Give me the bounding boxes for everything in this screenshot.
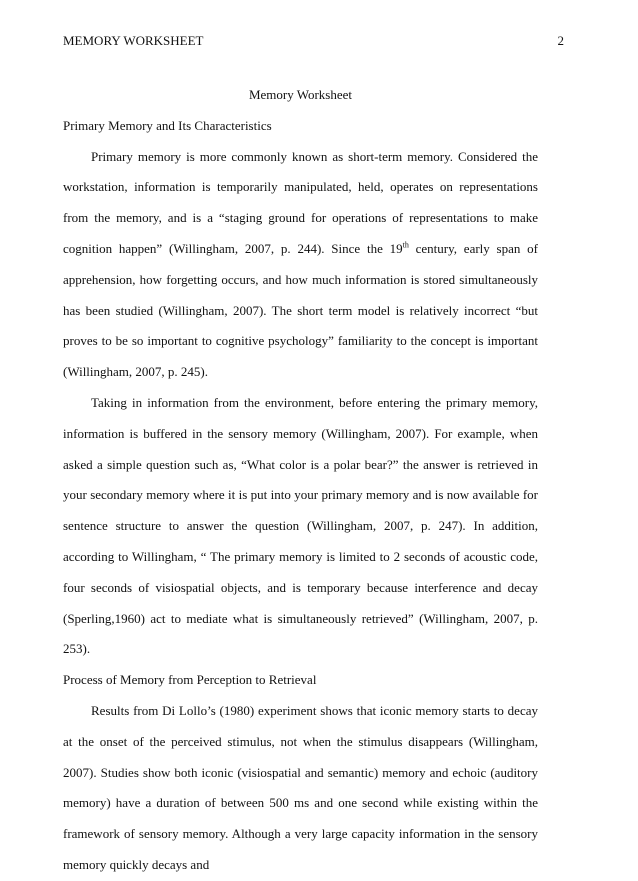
paragraph-3: Results from Di Lollo’s (1980) experiment shows that iconic memory starts to decay at the onset of the perceived stimulus, not when the stimulus disappears (Willingham, 2007). Studies show both iconic (visiospatial and semantic) memory and echoic (auditory memory) have a duration of between 500 ms and one second while existing within the framework of sensory memory. Although a very large capacity information in the sensory memory quickly decays and [63, 702, 538, 872]
document-body [63, 80, 538, 881]
page-number: 2 [557, 33, 564, 48]
paragraph-1 [63, 142, 538, 388]
section-heading-process-of-memory: Process of Memory from Perception to Retrieval [63, 672, 317, 688]
document-title: Memory Worksheet [248, 87, 353, 102]
paragraph-1-text-a: Primary memory is more commonly known as short-term memory. Considered the workstation, information is temporarily manipulated, held, operates on representations from the memory, and is a “staging ground for operations of representations to make cognition happen” (Willingham, 2007, p. 244). Since the 19 [63, 148, 538, 256]
section-heading-primary-memory: Primary Memory and Its Characteristics [63, 117, 272, 133]
running-head: MEMORY WORKSHEET [63, 33, 204, 48]
paragraph-2: Taking in information from the environment, before entering the primary memory, information is buffered in the sensory memory (Willingham, 2007). For example, when asked a simple question such as, “What color is a polar bear?” the answer is retrieved in your secondary memory where it is put into your primary memory and is now available for sentence structure to answer the question (Willingham, 2007, p. 247). In addition, according to Willingham, “ The primary memory is limited to 2 seconds of acoustic code, four seconds of visiospatial objects, and is temporary because interference and decay (Sperling,1960) act to mediate what is simultaneously retrieved” (Willingham, 2007, p. 253). [63, 394, 538, 657]
paragraph-1-text-b: century, early span of apprehension, how forgetting occurs, and how much information is stored simultaneously has been studied (Willingham, 2007). The short term model is relatively incorrect “but proves to be so important to cognitive psychology” familiarity to the concept is important (Willingham, 2007, p. 245). [63, 240, 538, 380]
ordinal-superscript: th [402, 240, 409, 250]
